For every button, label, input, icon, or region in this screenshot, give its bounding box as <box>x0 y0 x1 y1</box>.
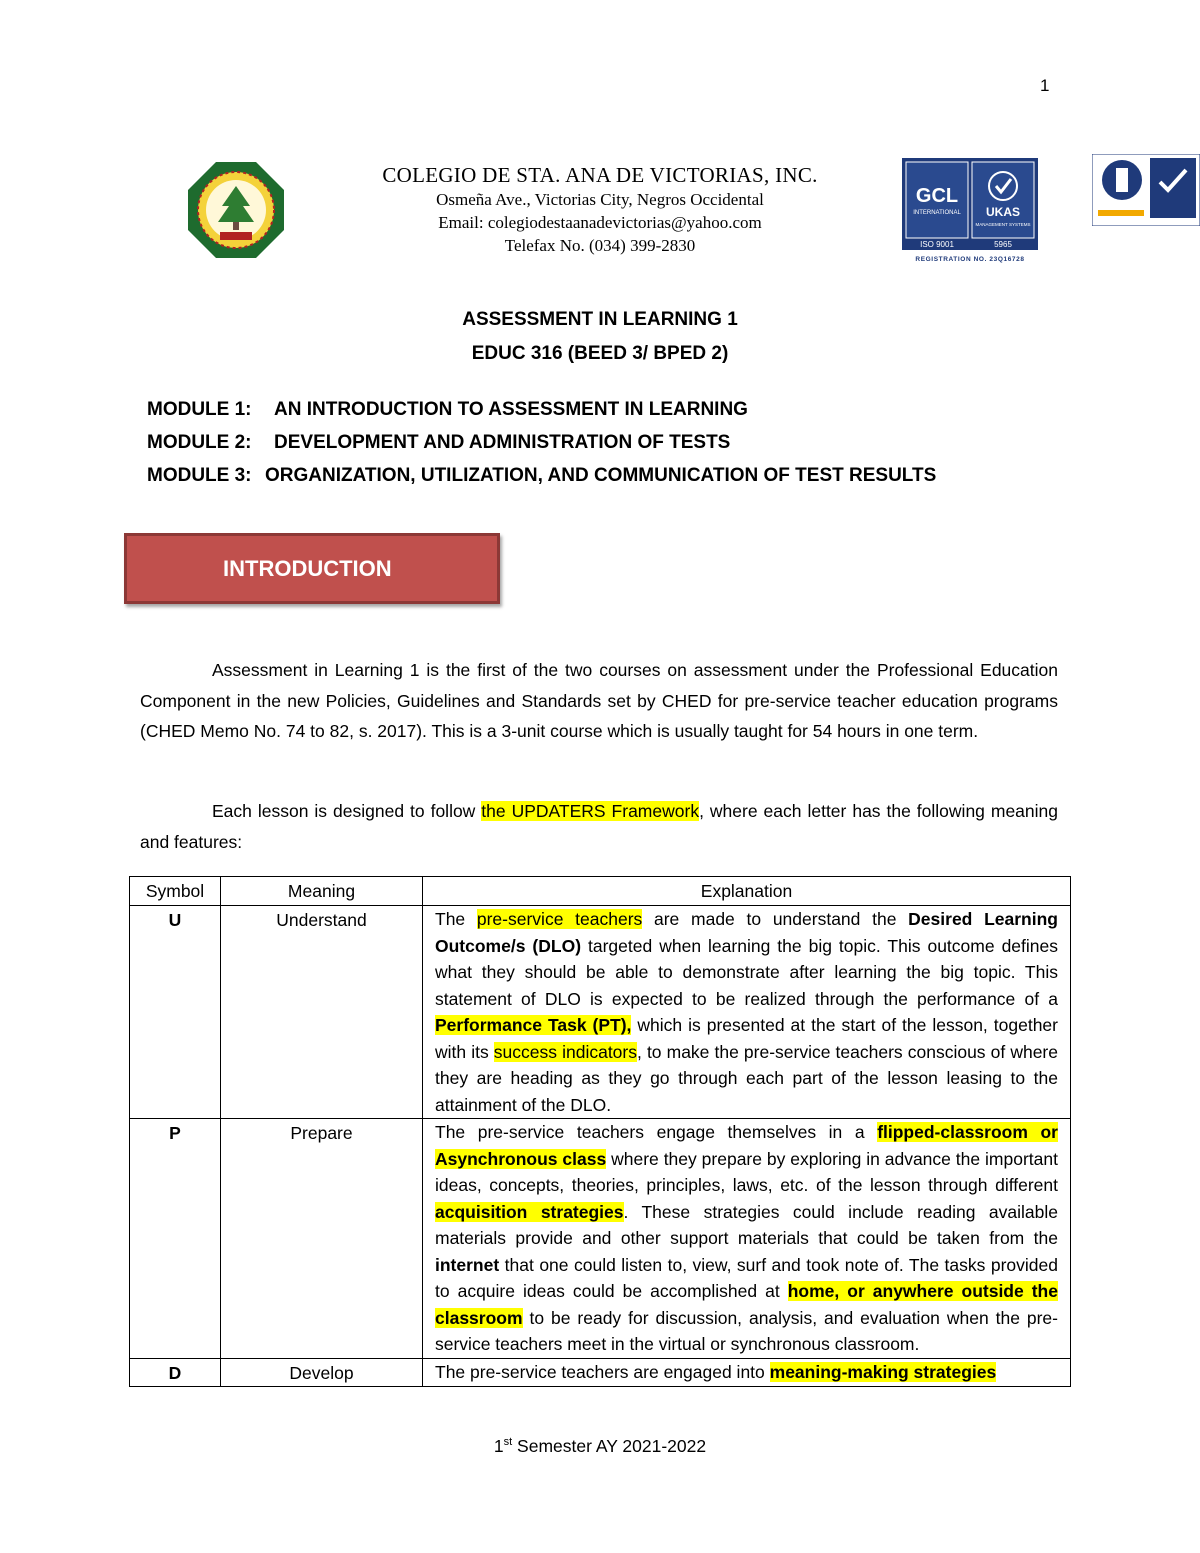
footer-text: Semester AY 2021-2022 <box>512 1436 707 1456</box>
ukas-sub-text: MANAGEMENT SYSTEMS <box>975 222 1031 227</box>
school-telefax: Telefax No. (034) 399-2830 <box>504 236 696 255</box>
footer-superscript: st <box>503 1436 513 1449</box>
row-meaning: Understand <box>221 906 423 1119</box>
row-meaning: Prepare <box>221 1119 423 1359</box>
paragraph-1-text: Assessment in Learning 1 is the first of the two courses on assessment under the Professional Education Component in the new Policies, Guidelines and Standards set by CHED for pre-service teacher education programs (CHED Memo No. 74 to 82, s. 2017). This is a 3-unit course which is usually taught for 54 hours in one term. <box>140 660 1058 741</box>
module-item <box>147 426 936 459</box>
gcl-ukas-certification-logo <box>902 158 1038 264</box>
module-label: MODULE 3: <box>147 465 252 486</box>
module-item <box>147 393 936 426</box>
page-footer <box>0 1436 1200 1457</box>
explanation-text: are made to understand the <box>642 909 909 929</box>
module-item <box>147 459 936 492</box>
school-name: COLEGIO DE STA. ANA DE VICTORIAS, INC. <box>382 163 818 187</box>
paragraph-2-text: Each lesson is designed to follow <box>212 801 482 821</box>
ukas-text: UKAS <box>985 205 1021 219</box>
row-explanation <box>423 1358 1071 1387</box>
explanation-bold: Desired Learning Outcome/s (DLO) <box>435 909 1058 956</box>
updaters-table <box>129 876 1071 1387</box>
school-seal-logo <box>186 160 286 260</box>
table-header-row <box>130 877 1071 906</box>
row-meaning: Develop <box>221 1358 423 1387</box>
school-email: Email: colegiodestaanadevictorias@yahoo.com <box>438 213 762 232</box>
row-symbol: P <box>130 1119 221 1359</box>
explanation-text: targeted when learning the big topic. This outcome defines what they should be able to demonstrate after learning the big topic. This statement of DLO is expected to be realized through the performance of a <box>435 935 1058 1009</box>
module-title: ORGANIZATION, UTILIZATION, AND COMMUNICATION OF TEST RESULTS <box>265 465 937 486</box>
secondary-certification-logo <box>1092 154 1200 226</box>
explanation-text: that one could listen to, view, surf and took note of. The tasks provided to acquire ideas could be accomplished at <box>435 1254 1058 1301</box>
row-explanation <box>423 1119 1071 1359</box>
explanation-text: , to make the pre-service teachers conscious of where they are heading as they go through each part of the lesson leasing to the attainment of the DLO. <box>435 1041 1058 1115</box>
row-symbol: D <box>130 1358 221 1387</box>
explanation-text: . These strategies could include reading available materials provide and other support materials that could be taken from the <box>435 1201 1058 1248</box>
explanation-text: The pre-service teachers engage themselves in a <box>435 1122 878 1142</box>
table-row <box>130 1358 1071 1387</box>
header-symbol: Symbol <box>130 877 221 906</box>
course-title: ASSESSMENT IN LEARNING 1 <box>462 309 738 330</box>
header-explanation: Explanation <box>423 877 1071 906</box>
explanation-bold: internet <box>435 1254 500 1275</box>
header-meaning: Meaning <box>221 877 423 906</box>
module-label: MODULE 2: <box>147 432 252 453</box>
explanation-text: The <box>435 909 477 929</box>
explanation-highlight: meaning-making strategies <box>769 1361 997 1382</box>
explanation-text: The pre-service teachers are engaged into <box>435 1361 770 1382</box>
table-row <box>130 1119 1071 1359</box>
course-code: EDUC 316 (BEED 3/ BPED 2) <box>471 343 729 364</box>
gcl-text: GCL <box>915 185 959 207</box>
iso-text: ISO 9001 <box>920 240 954 249</box>
gcl-intl-text: INTERNATIONAL <box>913 210 961 216</box>
explanation-highlight: home, or anywhere outside the classroom <box>435 1281 1058 1328</box>
explanation-highlight: flipped-classroom or Asynchronous class <box>435 1122 1058 1169</box>
table-row <box>130 906 1071 1119</box>
intro-paragraph-2 <box>140 796 1058 857</box>
module-label: MODULE 1: <box>147 399 252 420</box>
explanation-text: which is presented at the start of the lesson, together with its <box>435 1015 1058 1062</box>
updaters-highlight: the UPDATERS Framework <box>481 801 700 821</box>
introduction-heading-box <box>124 533 500 604</box>
footer-number: 1 <box>493 1436 504 1456</box>
module-list <box>147 393 936 492</box>
module-title: AN INTRODUCTION TO ASSESSMENT IN LEARNING <box>274 399 748 420</box>
explanation-highlight: success indicators <box>493 1041 637 1062</box>
row-symbol: U <box>130 906 221 1119</box>
module-title: DEVELOPMENT AND ADMINISTRATION OF TESTS <box>274 432 731 453</box>
explanation-text: where they prepare by exploring in advance the important ideas, concepts, theories, principles, laws, etc. of the lesson through different <box>435 1148 1058 1195</box>
row-explanation <box>423 906 1071 1119</box>
registration-text: REGISTRATION NO. 23Q16728 <box>915 256 1025 263</box>
intro-paragraph-1 <box>140 655 1058 747</box>
cert-number-text: 5965 <box>994 240 1012 249</box>
explanation-highlight: Performance Task (PT), <box>435 1015 632 1035</box>
school-header <box>300 162 900 257</box>
page-number: 1 <box>1040 76 1050 95</box>
introduction-heading: INTRODUCTION <box>223 555 392 581</box>
paragraph-2-text-end: , where each letter has the following meaning and features: <box>140 801 1059 852</box>
school-address: Osmeña Ave., Victorias City, Negros Occidental <box>436 190 764 209</box>
explanation-highlight: pre-service teachers <box>476 909 643 929</box>
explanation-highlight: acquisition strategies <box>435 1201 624 1222</box>
explanation-text: to be ready for discussion, analysis, and evaluation when the pre-service teachers meet in the virtual or synchronous classroom. <box>435 1307 1058 1354</box>
